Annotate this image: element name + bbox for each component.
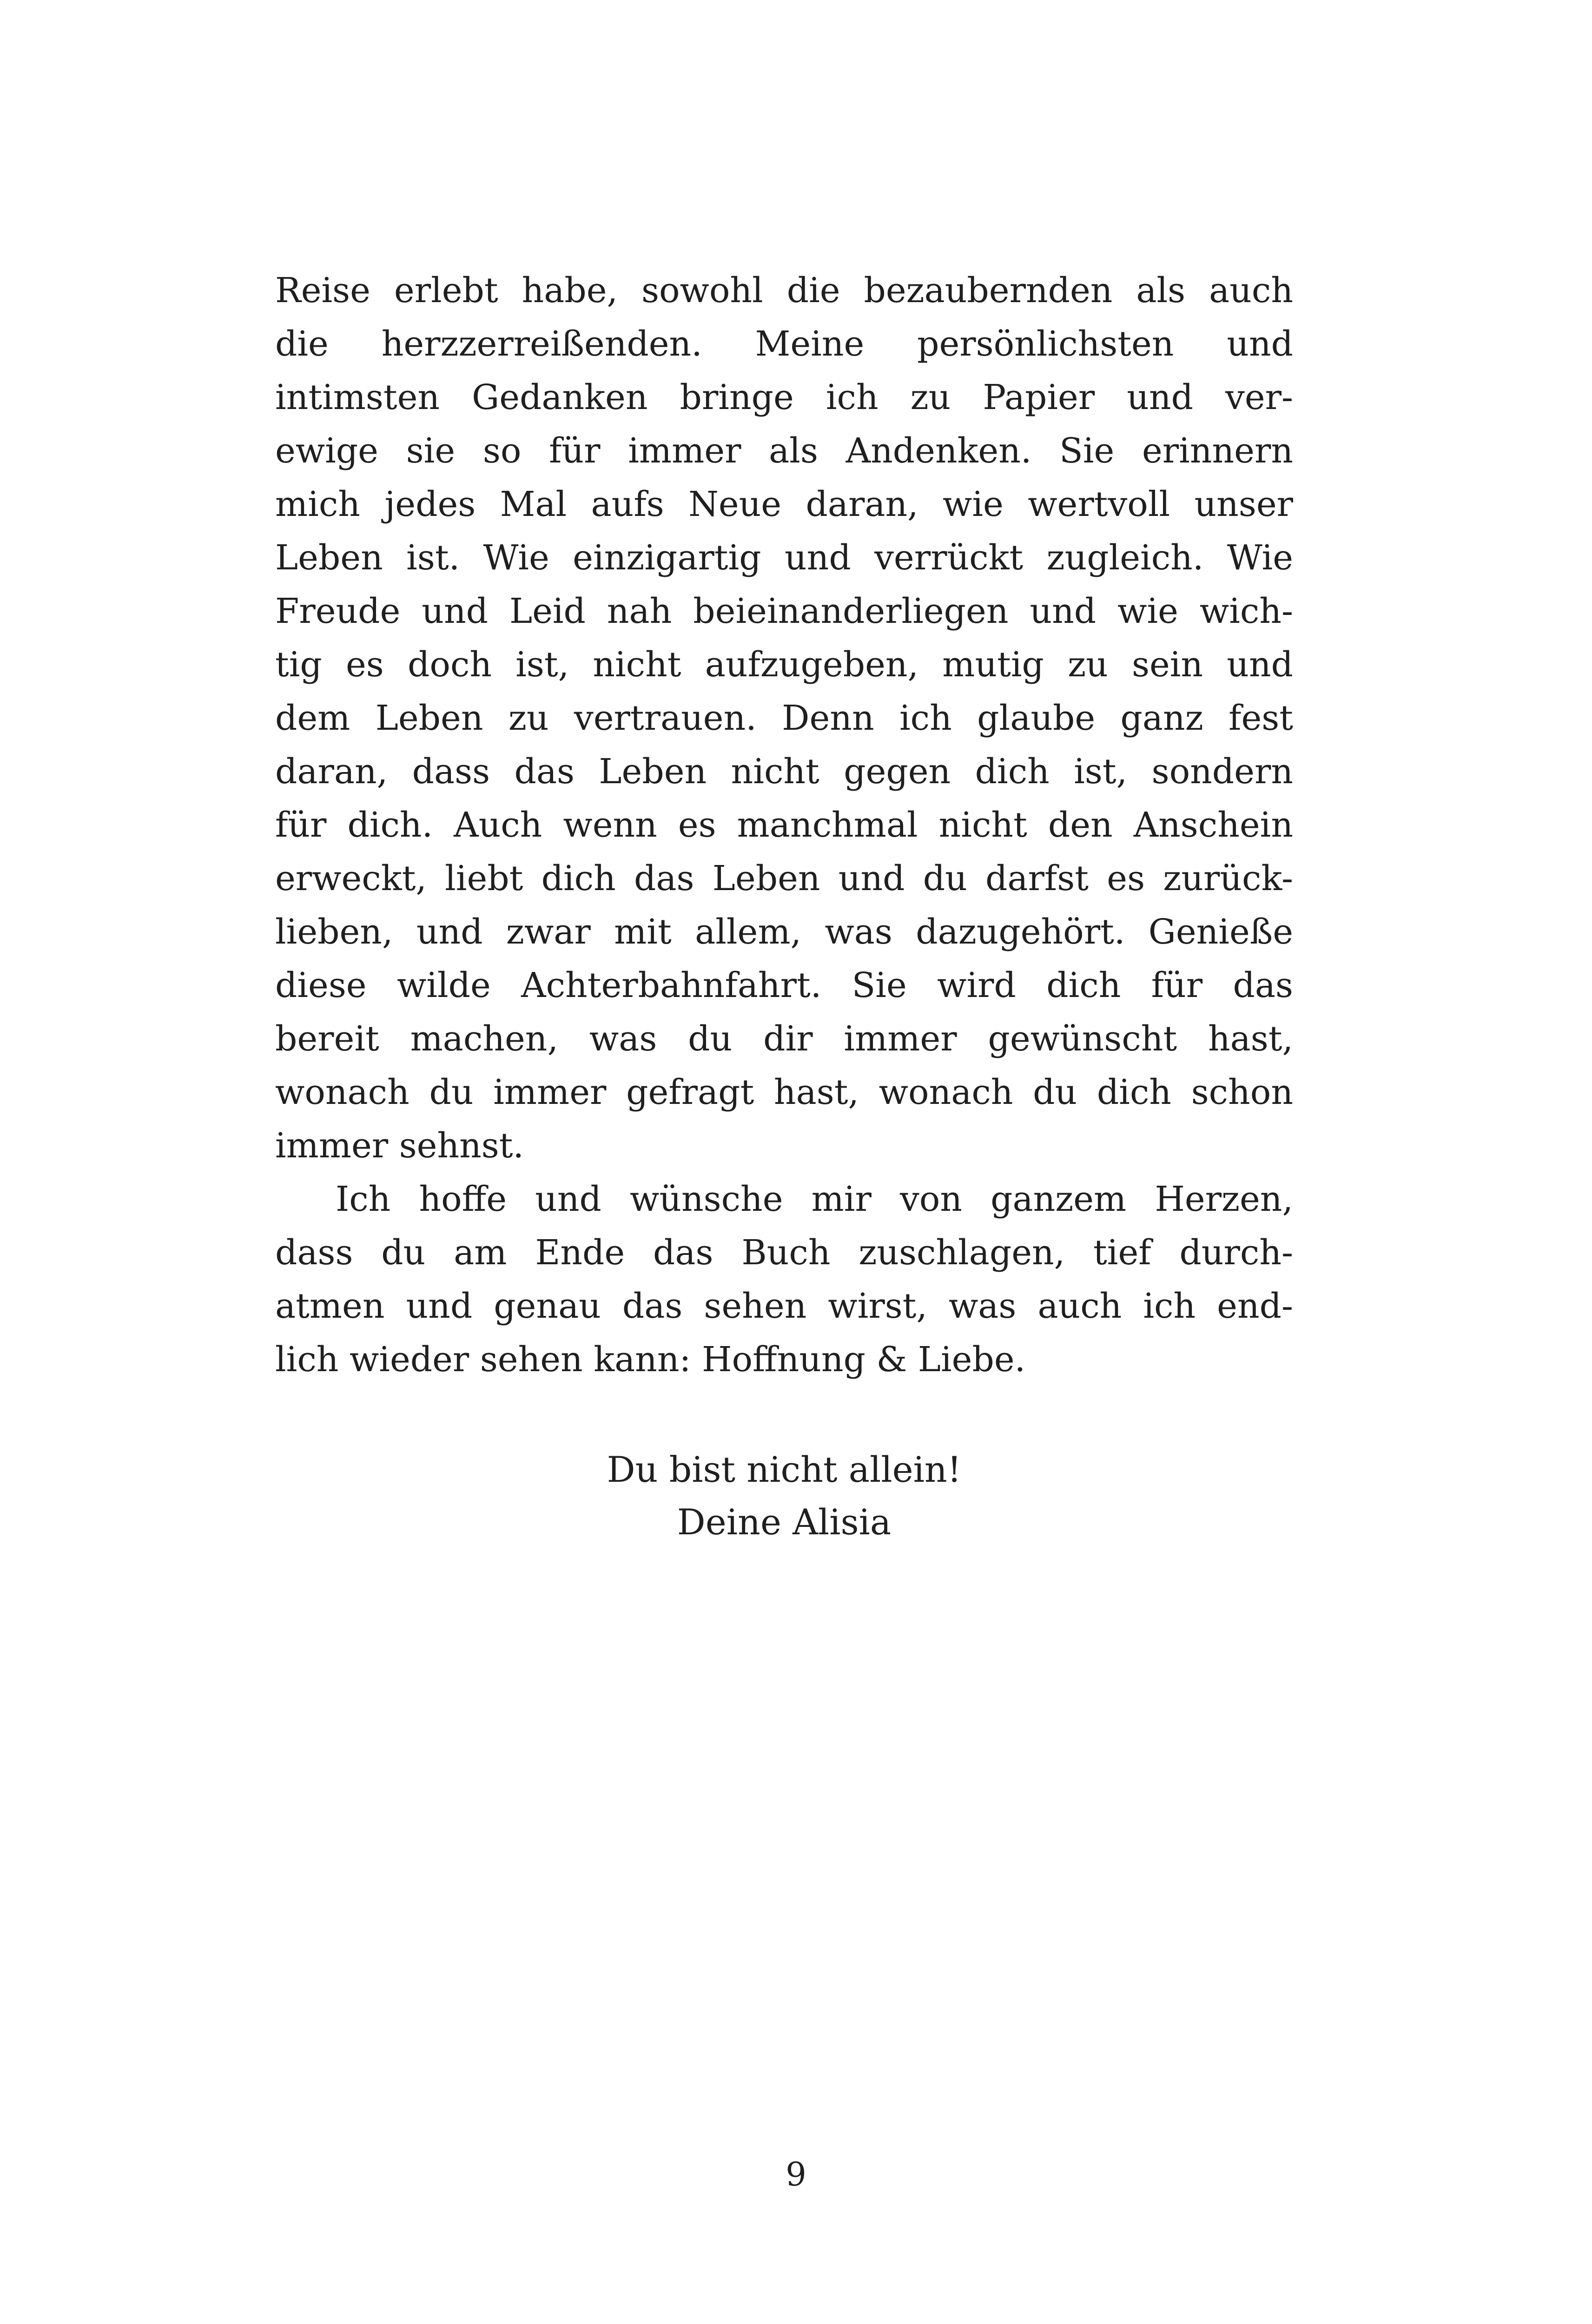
text-line: dem Leben zu vertrauen. Denn ich glaube ganz fest <box>275 698 1293 738</box>
text-line: immer sehnst. <box>275 1126 524 1166</box>
closing-line: Du bist nicht allein! <box>607 1449 962 1490</box>
text-line: ewige sie so für immer als Andenken. Sie erinnern <box>275 431 1293 471</box>
text-line: erweckt, liebt dich das Leben und du darfst es zurück- <box>275 858 1293 898</box>
text-line: tig es doch ist, nicht aufzugeben, mutig zu sein und <box>275 645 1293 685</box>
text-line: lich wieder sehen kann: Hoffnung & Liebe. <box>275 1340 1026 1380</box>
text-line: diese wilde Achterbahnfahrt. Sie wird dich für das <box>275 965 1293 1005</box>
text-line: die herzzerreißenden. Meine persönlichsten und <box>275 324 1293 364</box>
text-line: bereit machen, was du dir immer gewünscht hast, <box>275 1019 1293 1059</box>
text-line: daran, dass das Leben nicht gegen dich ist, sondern <box>275 752 1293 792</box>
text-line: Leben ist. Wie einzigartig und verrückt zugleich. Wie <box>275 538 1293 578</box>
text-line: atmen und genau das sehen wirst, was auch ich end- <box>275 1286 1293 1326</box>
text-line: wonach du immer gefragt hast, wonach du dich schon <box>275 1072 1293 1112</box>
closing-signature <box>275 1443 1293 1548</box>
text-line: Freude und Leid nah beieinanderliegen und wie wich- <box>275 591 1293 631</box>
text-line: lieben, und zwar mit allem, was dazugehört. Genieße <box>275 912 1293 952</box>
text-line: intimsten Gedanken bringe ich zu Papier und ver- <box>275 377 1293 417</box>
text-line: für dich. Auch wenn es manchmal nicht den Anschein <box>275 805 1293 845</box>
signature-line: Deine Alisia <box>677 1501 892 1543</box>
text-line: dass du am Ende das Buch zuschlagen, tief durch- <box>275 1233 1293 1273</box>
text-line: Ich hoffe und wünsche mir von ganzem Herzen, <box>336 1179 1293 1219</box>
body-text <box>275 264 1293 1386</box>
text-line: mich jedes Mal aufs Neue daran, wie wertvoll unser <box>275 484 1293 524</box>
page-number: 9 <box>786 2155 806 2193</box>
text-line: Reise erlebt habe, sowohl die bezaubernden als auch <box>275 271 1293 310</box>
